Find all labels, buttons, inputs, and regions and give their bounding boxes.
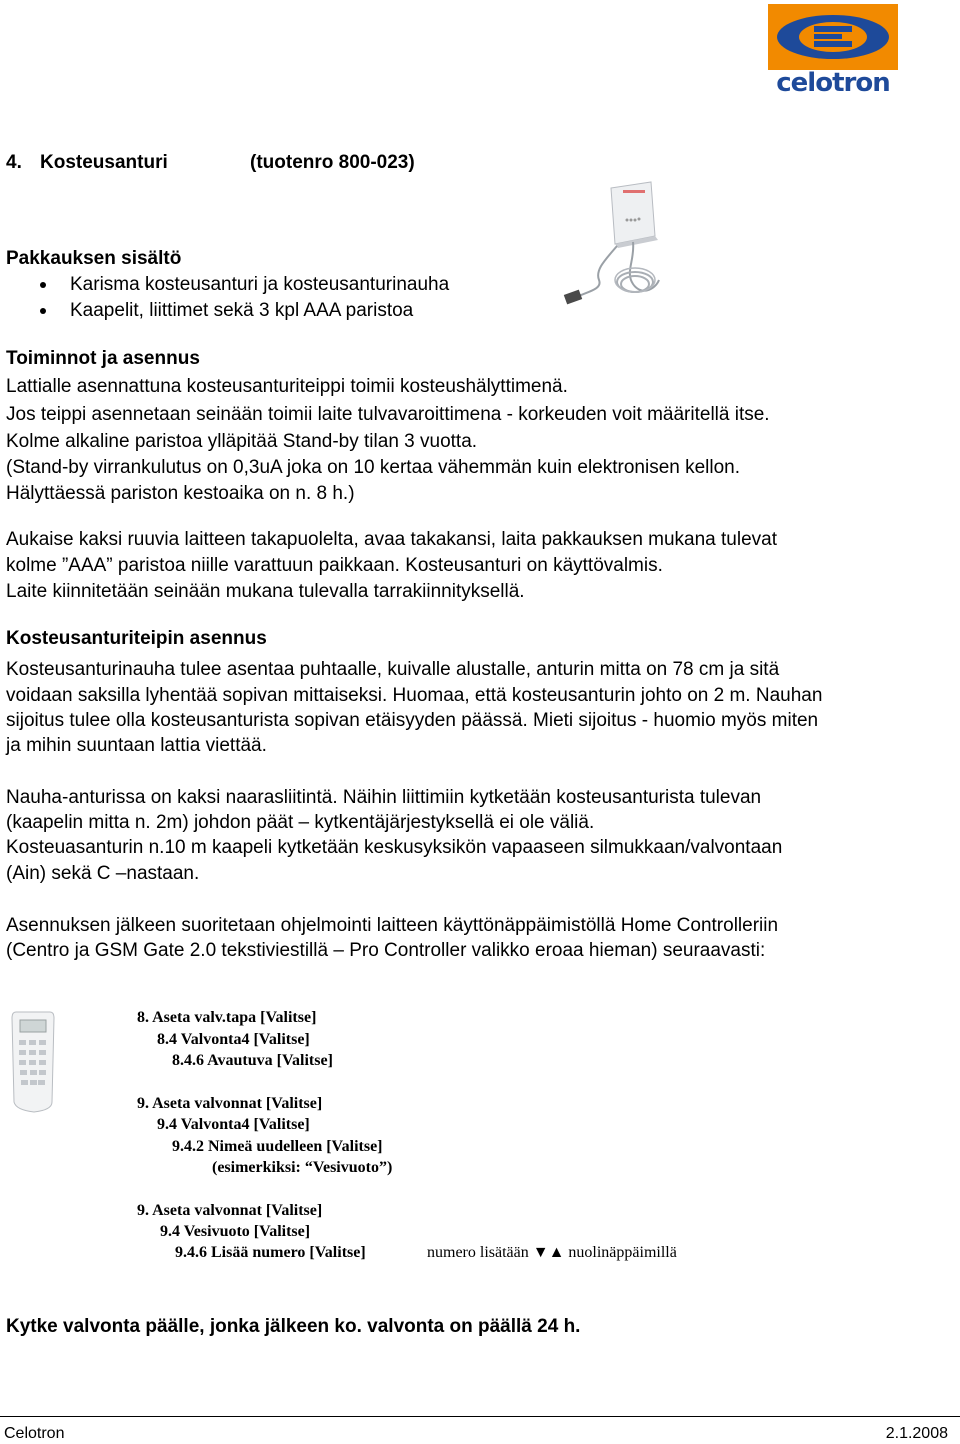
text-line: (Stand-by virrankulutus on 0,3uA joka on 10 kertaa vähemmän kuin elektronisen kellon.	[6, 457, 741, 478]
menu-line: 9. Aseta valvonnat [Valitse]	[137, 1095, 323, 1112]
package-title: Pakkauksen sisältö	[6, 248, 182, 269]
menu-line: 8.4 Valvonta4 [Valitse]	[157, 1031, 310, 1048]
tape-title: Kosteusanturiteipin asennus	[6, 628, 267, 649]
final-instruction: Kytke valvonta päälle, jonka jälkeen ko. valvonta on päällä 24 h.	[6, 1316, 581, 1337]
text-line: Laite kiinnitetään seinään mukana tulevalla tarrakiinnityksellä.	[6, 581, 525, 602]
menu-line: 9.4.6 Lisää numero [Valitse]	[175, 1244, 366, 1261]
menu-note-text: numero lisätään ▼▲ nuolinäppäimillä	[427, 1244, 677, 1261]
text-line: Kosteusanturinauha tulee asentaa puhtaalle, kuivalle alustalle, anturin mitta on 78 cm ja sitä	[6, 659, 780, 680]
text-line: (kaapelin mitta n. 2m) johdon päät – kytkentäjärjestyksellä ei ole väliä.	[6, 812, 595, 833]
text-line: (Ain) sekä C –nastaan.	[6, 863, 200, 884]
menu-note	[427, 1242, 677, 1263]
menu-line: 8. Aseta valv.tapa [Valitse]	[137, 1009, 317, 1026]
menu-line: (esimerkiksi: “Vesivuoto”)	[212, 1159, 393, 1176]
text-line: Kosteuasanturin n.10 m kaapeli kytketään keskusyksikön vapaaseen silmukkaan/valvontaan	[6, 837, 783, 858]
text-line: voidaan saksilla lyhentää sopivan mittaiseksi. Huomaa, että kosteusanturin johto on 2 m. Nauhan	[6, 685, 823, 706]
text-line: ja mihin suuntaan lattia viettää.	[6, 735, 267, 756]
keypad-remote-image	[6, 1010, 58, 1115]
sensor-product-image	[555, 180, 675, 310]
text-line: Aukaise kaksi ruuvia laitteen takapuolelta, avaa takakansi, laita pakkauksen mukana tulevat	[6, 529, 778, 550]
bullet-icon	[40, 308, 46, 314]
package-item: Kaapelit, liittimet sekä 3 kpl AAA paristoa	[70, 300, 414, 321]
text-line: Hälyttäessä pariston kestoaika on n. 8 h.)	[6, 483, 355, 504]
text-line: Lattialle asennattuna kosteusanturiteippi toimii kosteushälyttimenä.	[6, 376, 568, 397]
menu-line: 8.4.6 Avautuva [Valitse]	[172, 1052, 333, 1069]
footer-date: 2.1.2008	[885, 1425, 948, 1442]
text-line: kolme ”AAA” paristoa niille varattuun paikkaan. Kosteusanturi on käyttövalmis.	[6, 555, 663, 576]
package-item: Karisma kosteusanturi ja kosteusanturinauha	[70, 274, 450, 295]
footer-divider	[0, 1416, 960, 1417]
section-title: Kosteusanturi	[40, 152, 168, 173]
text-line: (Centro ja GSM Gate 2.0 tekstiviestillä – Pro Controller valikko eroaa hieman) seuraavasti:	[6, 940, 766, 961]
functions-title: Toiminnot ja asennus	[6, 348, 200, 369]
text-line: Jos teippi asennetaan seinään toimii laite tulvavaroittimena - korkeuden voit määritellä itse.	[6, 404, 770, 425]
celotron-logo	[764, 4, 902, 100]
menu-line: 9.4.2 Nimeä uudelleen [Valitse]	[172, 1138, 383, 1155]
bullet-icon	[40, 282, 46, 288]
text-line: Kolme alkaline paristoa ylläpitää Stand-by tilan 3 vuotta.	[6, 431, 478, 452]
section-number: 4.	[6, 152, 22, 173]
menu-line: 9.4 Vesivuoto [Valitse]	[160, 1223, 311, 1240]
menu-line: 9.4 Valvonta4 [Valitse]	[157, 1116, 310, 1133]
menu-line: 9. Aseta valvonnat [Valitse]	[137, 1202, 323, 1219]
text-line: sijoitus tulee olla kosteusanturista sopivan etäisyyden päässä. Mieti sijoitus - huomio myös miten	[6, 710, 819, 731]
logo-text: celotron	[776, 68, 890, 98]
text-line: Asennuksen jälkeen suoritetaan ohjelmointi laitteen käyttönäppäimistöllä Home Controlleriin	[6, 915, 779, 936]
product-number: (tuotenro 800-023)	[250, 152, 415, 173]
text-line: Nauha-anturissa on kaksi naarasliitintä. Näihin liittimiin kytketään kosteusanturista tulevan	[6, 787, 762, 808]
footer-company: Celotron	[4, 1425, 65, 1442]
